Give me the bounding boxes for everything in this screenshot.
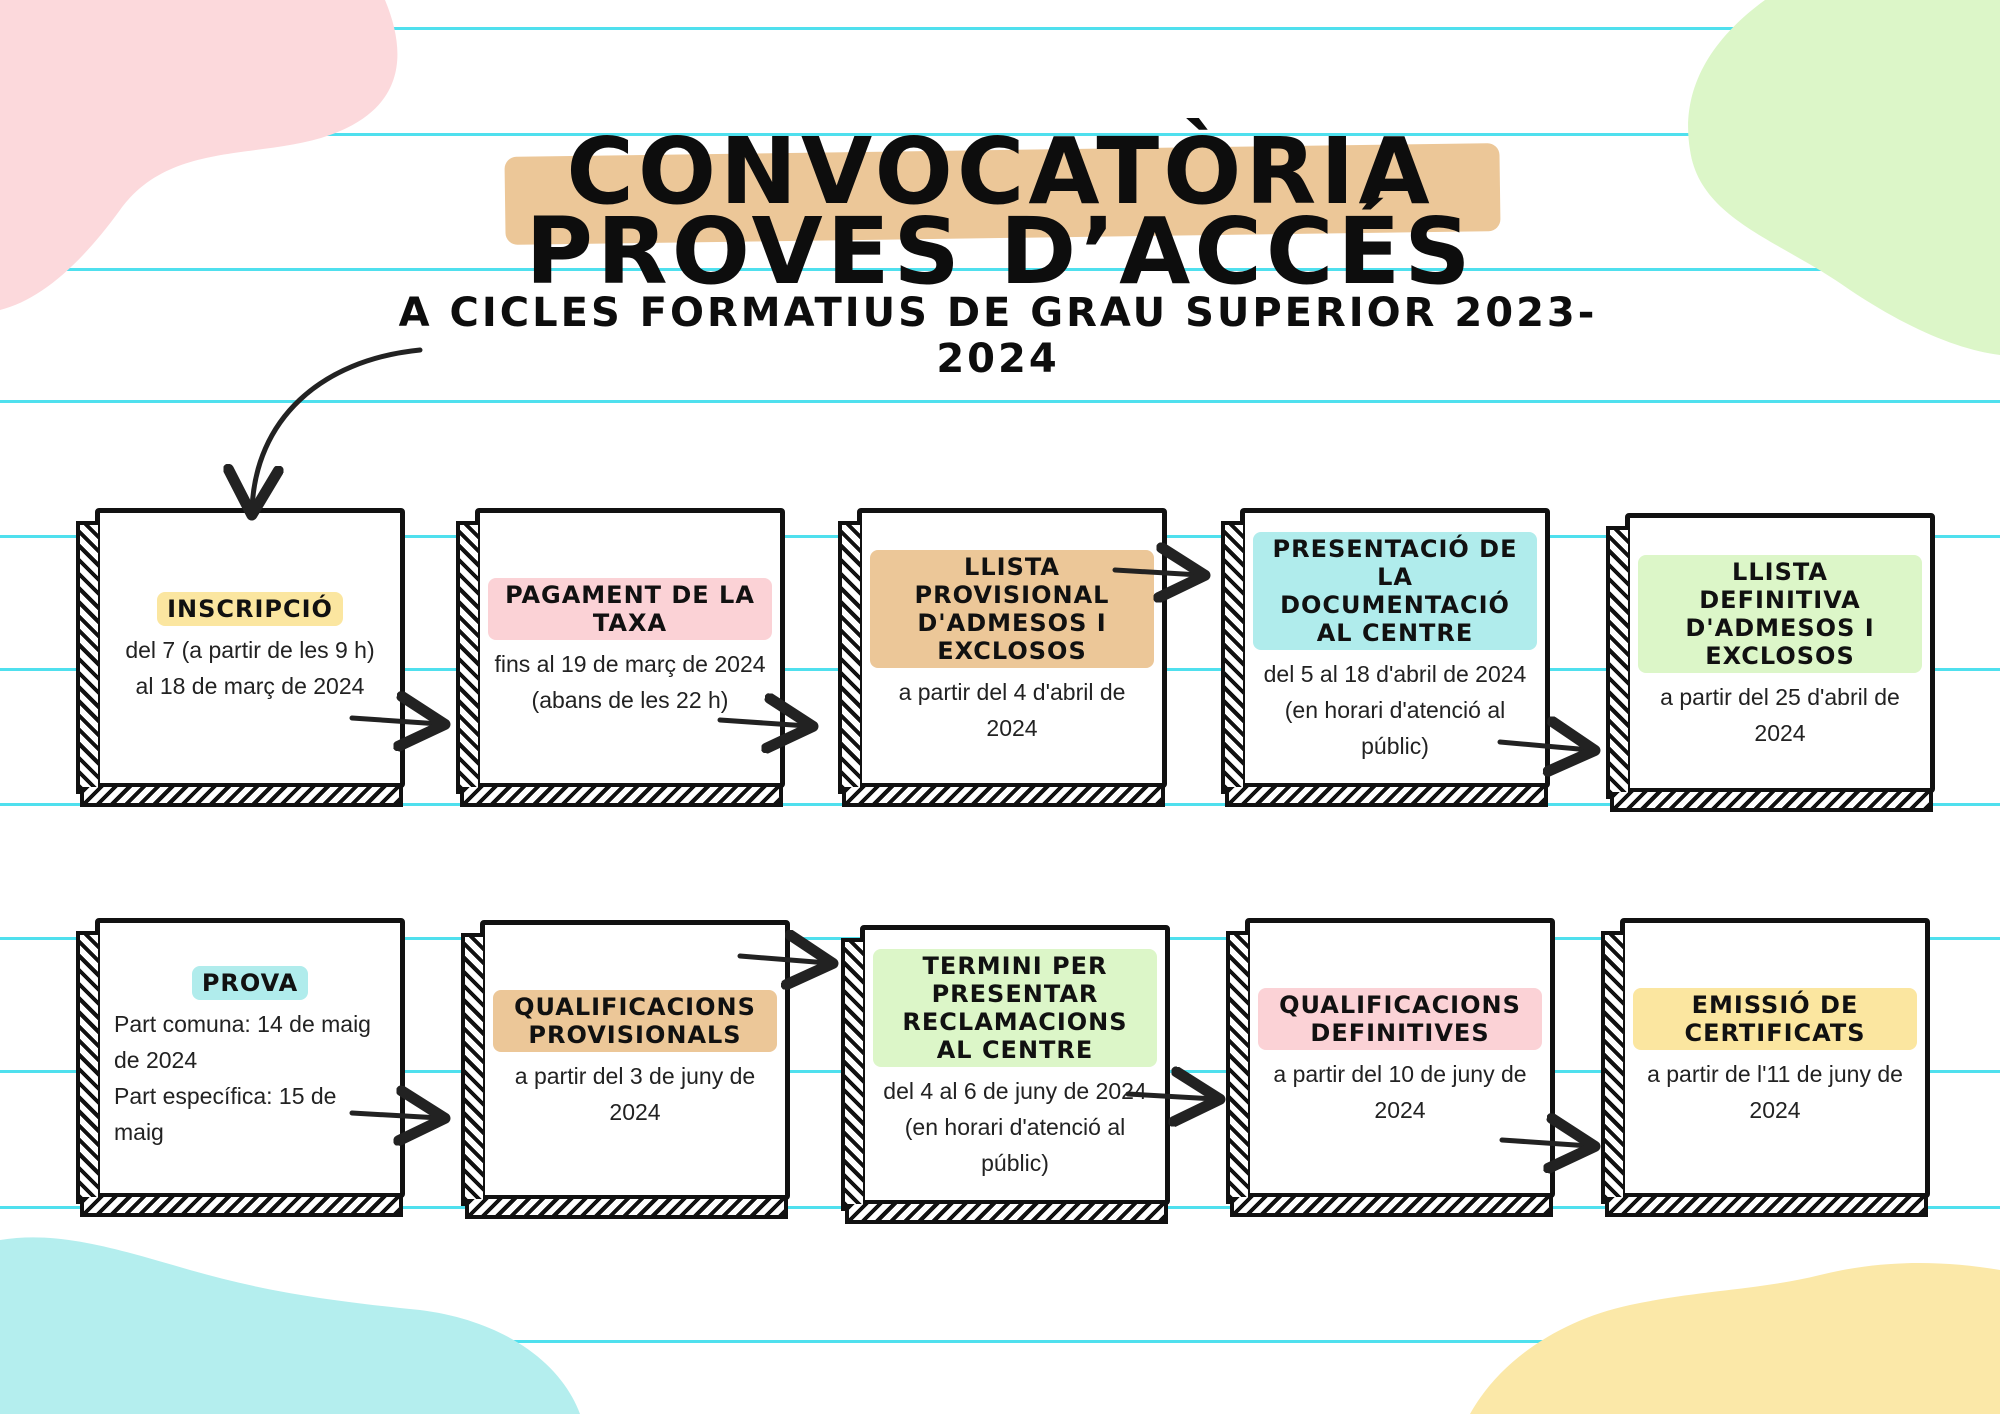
step-title: QUALIFICACIONS PROVISIONALS bbox=[493, 990, 777, 1052]
step-box bbox=[860, 925, 1170, 1205]
step-title: LLISTA PROVISIONAL D'ADMESOS I EXCLOSOS bbox=[870, 550, 1154, 668]
step-title: PROVA bbox=[192, 966, 308, 1000]
step-box bbox=[1240, 508, 1550, 788]
step-text: a partir del 4 d'abril de 2024 bbox=[898, 679, 1126, 741]
page-title-line1: CONVOCATÒRIA bbox=[566, 118, 1434, 225]
step-title: QUALIFICACIONS DEFINITIVES bbox=[1258, 988, 1542, 1050]
step-title: EMISSIÓ DE CERTIFICATS bbox=[1633, 988, 1917, 1050]
step-box bbox=[480, 920, 790, 1200]
step-box bbox=[95, 918, 405, 1198]
step-text: del 5 al 18 d'abril de 2024 (en horari d'atenció al públic) bbox=[1263, 661, 1527, 759]
step-title: PRESENTACIÓ DE LA DOCUMENTACIÓ AL CENTRE bbox=[1253, 532, 1537, 650]
step-text: del 7 (a partir de les 9 h) al 18 de març de 2024 bbox=[125, 637, 375, 699]
cyan-blob-bottom-left bbox=[0, 1230, 600, 1414]
step-box bbox=[1245, 918, 1555, 1198]
step-text: del 4 al 6 de juny de 2024 (en horari d'atenció al públic) bbox=[883, 1078, 1147, 1176]
step-text-2: Part específica: 15 de maig bbox=[114, 1083, 337, 1145]
step-text: a partir del 3 de juny de 2024 bbox=[514, 1063, 756, 1125]
yellow-blob-bottom-right bbox=[1460, 1260, 2000, 1414]
step-box bbox=[1620, 918, 1930, 1198]
step-text: a partir del 10 de juny de 2024 bbox=[1273, 1061, 1527, 1123]
step-text: a partir del 25 d'abril de 2024 bbox=[1660, 684, 1900, 746]
step-text: a partir de l'11 de juny de 2024 bbox=[1647, 1061, 1903, 1123]
step-title: PAGAMENT DE LA TAXA bbox=[488, 578, 772, 640]
step-text: fins al 19 de març de 2024 (abans de les 22 h) bbox=[494, 651, 766, 713]
page-title-line2: PROVES D’ACCÉS bbox=[525, 198, 1475, 305]
step-box bbox=[857, 508, 1167, 788]
step-text: Part comuna: 14 de maig de 2024 bbox=[114, 1011, 371, 1073]
page-subtitle: A CICLES FORMATIUS DE GRAU SUPERIOR 2023-2024 bbox=[398, 290, 1598, 382]
step-box bbox=[475, 508, 785, 788]
step-title: INSCRIPCIÓ bbox=[157, 592, 343, 626]
step-title: LLISTA DEFINITIVA D'ADMESOS I EXCLOSOS bbox=[1638, 555, 1922, 673]
step-title: TERMINI PER PRESENTAR RECLAMACIONS AL CENTRE bbox=[873, 949, 1157, 1067]
step-box bbox=[1625, 513, 1935, 793]
ruled-line bbox=[0, 400, 2000, 403]
step-box bbox=[95, 508, 405, 788]
